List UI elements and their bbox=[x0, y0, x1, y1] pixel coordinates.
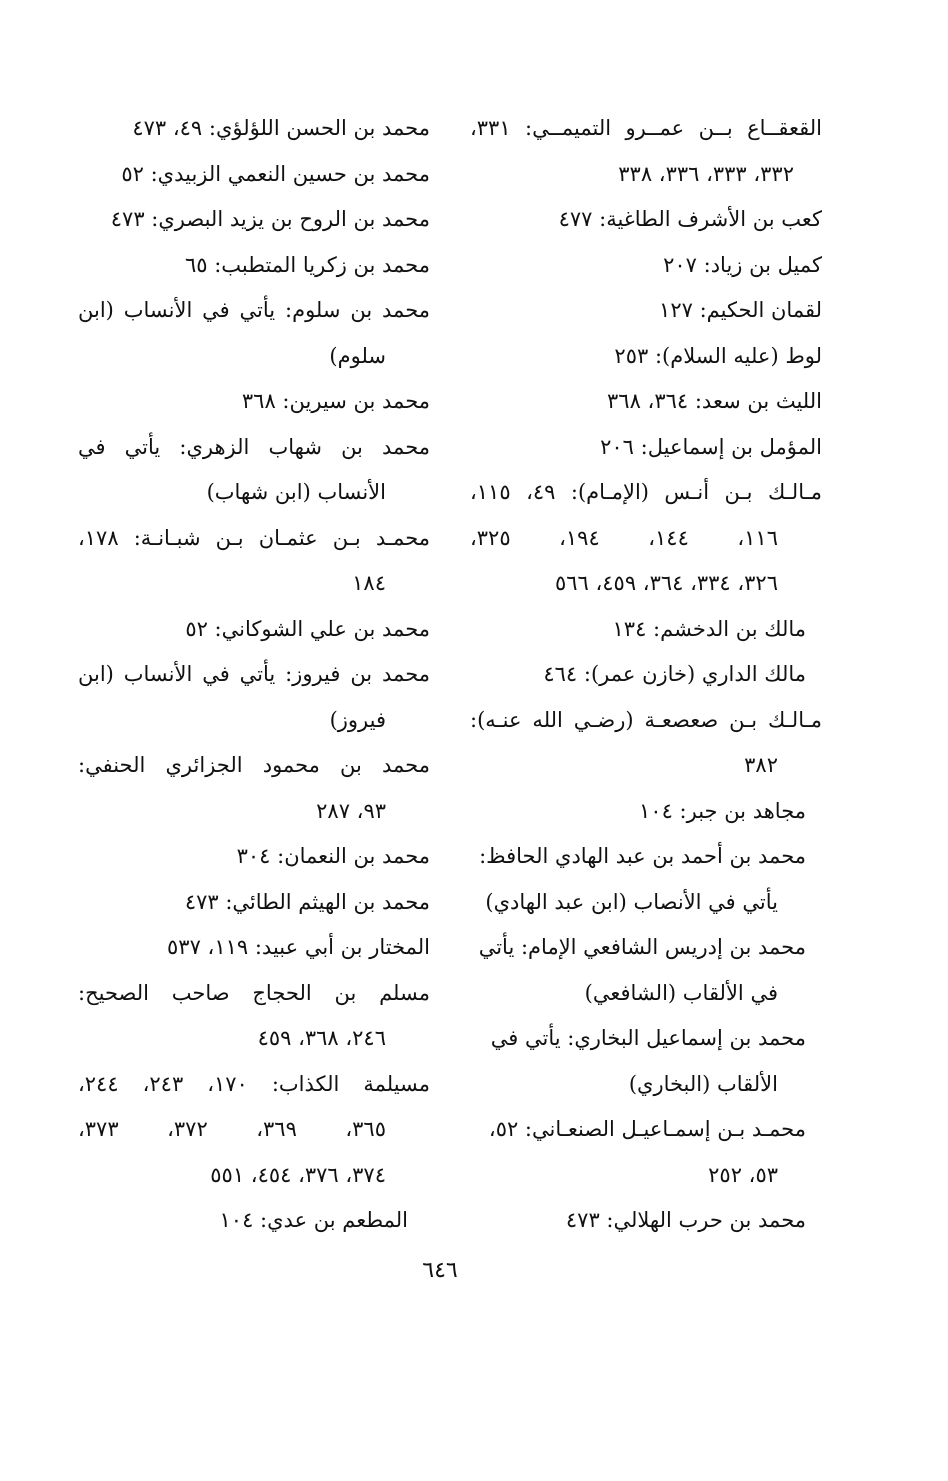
index-entry: مسلم بن الحجاج صاحب الصحيح: bbox=[78, 980, 430, 1005]
index-entry-continuation: ١٨٤ bbox=[352, 571, 386, 595]
index-entry: محمد بن علي الشوكاني: ٥٢ bbox=[185, 616, 430, 641]
index-entry: محمـد بـن عثمـان بـن شبـانـة: ١٧٨، bbox=[78, 525, 430, 550]
index-entry-continuation: الألقاب (البخاري) bbox=[628, 1071, 778, 1096]
index-entry-continuation: في الألقاب (الشافعي) bbox=[584, 980, 778, 1005]
index-entry-continuation: سلوم) bbox=[329, 343, 386, 368]
index-entry: محمد بن سلوم: يأتي في الأنساب (ابن bbox=[78, 298, 430, 322]
index-entry: محمد بن النعمان: ٣٠٤ bbox=[236, 844, 430, 868]
index-entry: كعب بن الأشرف الطاغية: ٤٧٧ bbox=[558, 207, 822, 231]
index-entry: محمـد بـن إسمـاعيـل الصنعـاني: ٥٢، bbox=[488, 1117, 806, 1141]
index-entry-continuation: ٢٤٦، ٣٦٨، ٤٥٩ bbox=[257, 1026, 386, 1050]
index-entry-continuation: ٣٣٢، ٣٣٣، ٣٣٦، ٣٣٨ bbox=[618, 161, 794, 186]
index-entry-continuation: فيروز) bbox=[329, 707, 386, 732]
index-entry: محمد بن إسماعيل البخاري: يأتي في bbox=[490, 1026, 806, 1050]
index-entry: المختار بن أبي عبيد: ١١٩، ٥٣٧ bbox=[167, 935, 430, 959]
page-number: ٦٤٦ bbox=[422, 1258, 458, 1283]
index-column-left bbox=[78, 106, 430, 1244]
index-entry-continuation: يأتي في الأنصاب (ابن عبد الهادي) bbox=[485, 889, 778, 914]
index-entry: مسيلمة الكذاب: ١٧٠، ٢٤٣، ٢٤٤، bbox=[78, 1071, 430, 1096]
index-entry: لقمان الحكيم: ١٢٧ bbox=[659, 298, 822, 322]
index-entry: محمد بن سيرين: ٣٦٨ bbox=[241, 389, 430, 413]
index-entry: لوط (عليه السلام): ٢٥٣ bbox=[614, 343, 822, 368]
index-entry: مـالـك بـن أنـس (الإمـام): ٤٩، ١١٥، bbox=[470, 480, 822, 504]
index-entry: المؤمل بن إسماعيل: ٢٠٦ bbox=[600, 434, 822, 459]
index-entry: محمد بن حرب الهلالي: ٤٧٣ bbox=[565, 1208, 806, 1232]
index-entry: محمد بن حسين النعمي الزبيدي: ٥٢ bbox=[121, 161, 430, 186]
index-column-right bbox=[470, 106, 822, 1244]
index-entry: القعقــاع بــن عمــرو التميمــي: ٣٣١، bbox=[470, 116, 822, 140]
index-entry: الليث بن سعد: ٣٦٤، ٣٦٨ bbox=[607, 389, 822, 413]
index-entry: مجاهد بن جبر: ١٠٤ bbox=[639, 798, 806, 823]
index-entry: محمد بن إدريس الشافعي الإمام: يأتي bbox=[478, 935, 806, 959]
index-entry: مالك بن الدخشم: ١٣٤ bbox=[612, 616, 806, 641]
index-entry-continuation: ٣٦٥، ٣٦٩، ٣٧٢، ٣٧٣، bbox=[78, 1117, 386, 1141]
index-entry: محمد بن محمود الجزائري الحنفي: bbox=[78, 753, 430, 777]
index-entry: محمد بن الروح بن يزيد البصري: ٤٧٣ bbox=[110, 207, 430, 231]
index-entry-continuation: ٣٨٢ bbox=[744, 753, 778, 777]
index-entry-continuation: ٩٣، ٢٨٧ bbox=[316, 798, 386, 823]
index-entry: محمد بن الحسن اللؤلؤي: ٤٩، ٤٧٣ bbox=[132, 116, 430, 140]
index-entry: مالك الداري (خازن عمر): ٤٦٤ bbox=[543, 662, 806, 686]
index-entry: محمد بن فيروز: يأتي في الأنساب (ابن bbox=[78, 662, 430, 686]
index-entry: محمد بن أحمد بن عبد الهادي الحافظ: bbox=[479, 844, 806, 868]
index-entry: كميل بن زياد: ٢٠٧ bbox=[663, 252, 822, 277]
index-entry-continuation: ٣٧٤، ٣٧٦، ٤٥٤، ٥٥١ bbox=[210, 1162, 386, 1187]
index-entry-continuation: ٣٢٦، ٣٣٤، ٣٦٤، ٤٥٩، ٥٦٦ bbox=[554, 571, 778, 595]
index-entry: مـالـك بـن صعصعـة (رضـي الله عنـه): bbox=[470, 707, 822, 732]
index-entry-continuation: ١١٦، ١٤٤، ١٩٤، ٣٢٥، bbox=[470, 525, 778, 550]
index-entry: محمد بن زكريا المتطبب: ٦٥ bbox=[184, 252, 430, 277]
index-entry: محمد بن الهيثم الطائي: ٤٧٣ bbox=[184, 889, 430, 914]
index-entry: محمد بن شهاب الزهري: يأتي في bbox=[78, 434, 430, 459]
index-entry-continuation: الأنساب (ابن شهاب) bbox=[206, 480, 386, 504]
index-entry-continuation: ٥٣، ٢٥٢ bbox=[708, 1162, 778, 1187]
index-entry: المطعم بن عدي: ١٠٤ bbox=[219, 1208, 408, 1232]
